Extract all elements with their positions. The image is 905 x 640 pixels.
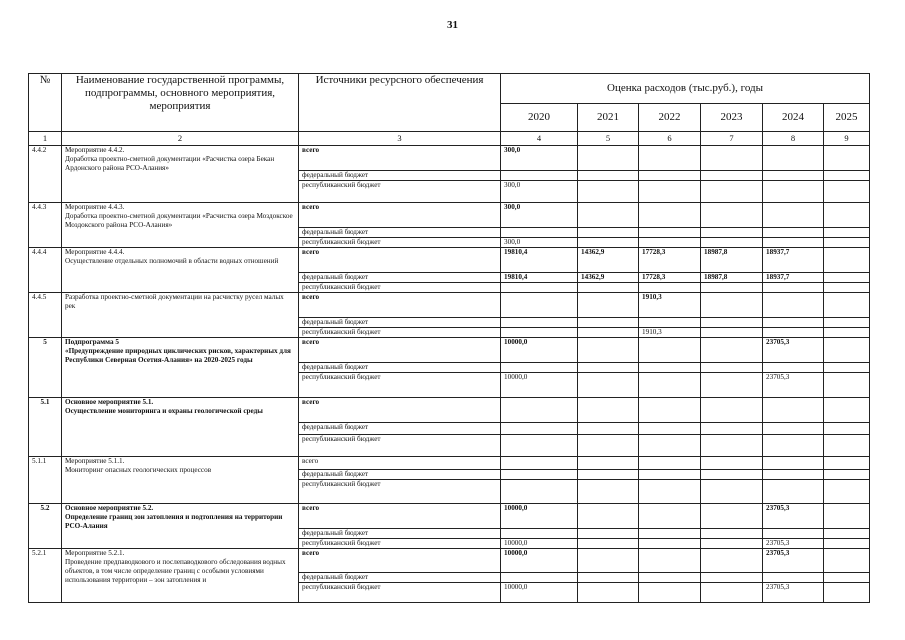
value-cell <box>824 328 870 338</box>
header-source: Источники ресурсного обеспечения <box>299 74 501 132</box>
table-row <box>29 504 870 529</box>
value-cell <box>701 573 763 583</box>
value-cell: 10000,0 <box>501 504 578 529</box>
value-cell <box>578 583 639 603</box>
row-code: 5.1.1 <box>29 457 62 504</box>
row-name: Мероприятие 4.4.3. Доработка проектно-сметной документации «Расчистка озера Моздокское Моздокского района РСО-Алания» <box>62 203 299 248</box>
column-index: 4 <box>501 132 578 146</box>
row-source: федеральный бюджет <box>299 228 501 238</box>
value-cell <box>501 228 578 238</box>
value-cell <box>639 228 701 238</box>
value-cell <box>824 504 870 529</box>
value-cell <box>701 373 763 398</box>
value-cell <box>763 423 824 435</box>
value-cell <box>824 283 870 293</box>
value-cell <box>763 228 824 238</box>
value-cell <box>501 573 578 583</box>
value-cell <box>763 573 824 583</box>
value-cell <box>701 238 763 248</box>
row-code: 4.4.5 <box>29 293 62 338</box>
value-cell: 1910,3 <box>639 293 701 318</box>
value-cell <box>824 373 870 398</box>
row-name: Основное мероприятие 5.1. Осуществление мониторинга и охраны геологической среды <box>62 398 299 457</box>
row-source: всего <box>299 203 501 228</box>
value-cell <box>578 363 639 373</box>
value-cell <box>639 318 701 328</box>
table-row <box>29 457 870 470</box>
table-row <box>29 398 870 423</box>
value-cell <box>824 583 870 603</box>
row-source: республиканский бюджет <box>299 328 501 338</box>
row-source: федеральный бюджет <box>299 273 501 283</box>
value-cell <box>701 398 763 423</box>
header-year: 2020 <box>501 104 578 132</box>
value-cell <box>578 283 639 293</box>
row-source: всего <box>299 549 501 573</box>
value-cell <box>701 228 763 238</box>
header-num: № <box>29 74 62 132</box>
value-cell <box>578 529 639 539</box>
value-cell <box>578 480 639 504</box>
value-cell <box>578 457 639 470</box>
value-cell <box>824 273 870 283</box>
value-cell: 17728,3 <box>639 273 701 283</box>
row-source: всего <box>299 457 501 470</box>
value-cell <box>701 181 763 203</box>
value-cell <box>639 504 701 529</box>
column-index: 8 <box>763 132 824 146</box>
value-cell <box>701 423 763 435</box>
value-cell <box>501 480 578 504</box>
value-cell <box>763 146 824 171</box>
header-year: 2023 <box>701 104 763 132</box>
table-row <box>29 293 870 318</box>
value-cell <box>578 318 639 328</box>
value-cell <box>578 549 639 573</box>
value-cell: 23705,3 <box>763 539 824 549</box>
value-cell <box>824 435 870 457</box>
row-code: 5.2.1 <box>29 549 62 603</box>
row-source: федеральный бюджет <box>299 470 501 480</box>
value-cell <box>501 457 578 470</box>
value-cell <box>639 238 701 248</box>
value-cell <box>501 318 578 328</box>
value-cell <box>578 146 639 171</box>
value-cell: 18987,8 <box>701 273 763 283</box>
row-source: республиканский бюджет <box>299 238 501 248</box>
value-cell <box>763 203 824 228</box>
value-cell <box>501 283 578 293</box>
value-cell <box>763 470 824 480</box>
value-cell: 10000,0 <box>501 583 578 603</box>
value-cell <box>701 539 763 549</box>
budget-table-body <box>29 146 870 603</box>
value-cell <box>763 328 824 338</box>
value-cell: 19810,4 <box>501 273 578 283</box>
value-cell: 18937,7 <box>763 273 824 283</box>
row-name: Мероприятие 4.4.2. Доработка проектно-сметной документации «Расчистка озера Бекан Ардонского района РСО-Алания» <box>62 146 299 203</box>
value-cell <box>824 293 870 318</box>
budget-table <box>28 73 870 603</box>
value-cell <box>701 318 763 328</box>
row-code: 5.2 <box>29 504 62 549</box>
row-name: Мероприятие 5.1.1. Мониторинг опасных геологических процессов <box>62 457 299 504</box>
value-cell: 17728,3 <box>639 248 701 273</box>
value-cell: 10000,0 <box>501 338 578 363</box>
row-source: федеральный бюджет <box>299 573 501 583</box>
value-cell <box>639 549 701 573</box>
value-cell <box>763 318 824 328</box>
value-cell <box>824 470 870 480</box>
row-source: федеральный бюджет <box>299 171 501 181</box>
value-cell: 14362,9 <box>578 273 639 283</box>
value-cell <box>824 398 870 423</box>
value-cell <box>639 423 701 435</box>
row-name: Разработка проектно-сметной документации на расчистку русел малых рек <box>62 293 299 338</box>
value-cell <box>639 181 701 203</box>
value-cell <box>639 435 701 457</box>
value-cell <box>824 238 870 248</box>
value-cell <box>578 238 639 248</box>
value-cell <box>824 228 870 238</box>
value-cell <box>578 423 639 435</box>
value-cell <box>763 238 824 248</box>
value-cell <box>763 398 824 423</box>
value-cell: 14362,9 <box>578 248 639 273</box>
value-cell <box>701 363 763 373</box>
value-cell <box>501 171 578 181</box>
value-cell <box>501 529 578 539</box>
value-cell <box>824 529 870 539</box>
value-cell <box>824 181 870 203</box>
row-source: всего <box>299 248 501 273</box>
value-cell <box>578 228 639 238</box>
value-cell <box>701 529 763 539</box>
value-cell <box>824 573 870 583</box>
value-cell <box>501 470 578 480</box>
row-source: федеральный бюджет <box>299 529 501 539</box>
value-cell <box>639 529 701 539</box>
header-year: 2024 <box>763 104 824 132</box>
value-cell <box>763 181 824 203</box>
row-code: 5 <box>29 338 62 398</box>
value-cell <box>763 480 824 504</box>
value-cell <box>701 293 763 318</box>
value-cell <box>578 398 639 423</box>
value-cell <box>763 293 824 318</box>
value-cell <box>578 328 639 338</box>
column-index: 5 <box>578 132 639 146</box>
value-cell: 18937,7 <box>763 248 824 273</box>
value-cell <box>824 457 870 470</box>
value-cell <box>763 283 824 293</box>
table-row <box>29 338 870 363</box>
row-source: республиканский бюджет <box>299 480 501 504</box>
header-estimate: Оценка расходов (тыс.руб.), годы <box>501 74 870 104</box>
value-cell: 300,0 <box>501 181 578 203</box>
value-cell: 23705,3 <box>763 549 824 573</box>
value-cell <box>701 435 763 457</box>
row-code: 4.4.3 <box>29 203 62 248</box>
value-cell <box>578 181 639 203</box>
column-index: 6 <box>639 132 701 146</box>
row-code: 4.4.2 <box>29 146 62 203</box>
row-source: республиканский бюджет <box>299 435 501 457</box>
value-cell <box>639 171 701 181</box>
header-name: Наименование государственной программы, подпрограммы, основного мероприятия, мероприятия <box>62 74 299 132</box>
row-source: республиканский бюджет <box>299 181 501 203</box>
value-cell: 23705,3 <box>763 504 824 529</box>
value-cell <box>824 203 870 228</box>
value-cell <box>763 435 824 457</box>
value-cell <box>763 171 824 181</box>
value-cell <box>824 318 870 328</box>
value-cell <box>639 480 701 504</box>
value-cell <box>501 363 578 373</box>
value-cell <box>701 470 763 480</box>
value-cell <box>701 338 763 363</box>
row-name: Мероприятие 5.2.1. Проведение предпаводкового и послепаводкового обследования водных объектов, в том числе определение границ с особыми условиями использования территории – зон затопления и <box>62 549 299 603</box>
value-cell: 10000,0 <box>501 539 578 549</box>
value-cell <box>763 529 824 539</box>
value-cell <box>824 363 870 373</box>
table-row <box>29 549 870 573</box>
value-cell <box>824 480 870 504</box>
value-cell <box>578 203 639 228</box>
value-cell <box>824 171 870 181</box>
value-cell <box>824 539 870 549</box>
value-cell <box>701 549 763 573</box>
value-cell <box>701 146 763 171</box>
value-cell <box>639 398 701 423</box>
value-cell <box>824 146 870 171</box>
value-cell <box>578 171 639 181</box>
header-year: 2025 <box>824 104 870 132</box>
row-code: 5.1 <box>29 398 62 457</box>
value-cell: 10000,0 <box>501 373 578 398</box>
value-cell <box>578 539 639 549</box>
row-source: республиканский бюджет <box>299 583 501 603</box>
value-cell <box>639 146 701 171</box>
value-cell: 18987,8 <box>701 248 763 273</box>
value-cell <box>501 423 578 435</box>
value-cell <box>639 457 701 470</box>
header-year: 2022 <box>639 104 701 132</box>
value-cell: 1910,3 <box>639 328 701 338</box>
row-source: республиканский бюджет <box>299 373 501 398</box>
column-index: 7 <box>701 132 763 146</box>
value-cell <box>701 283 763 293</box>
value-cell <box>639 539 701 549</box>
value-cell: 19810,4 <box>501 248 578 273</box>
value-cell <box>824 423 870 435</box>
row-source: всего <box>299 398 501 423</box>
row-source: федеральный бюджет <box>299 363 501 373</box>
value-cell <box>701 171 763 181</box>
value-cell: 300,0 <box>501 203 578 228</box>
row-source: республиканский бюджет <box>299 539 501 549</box>
value-cell <box>501 435 578 457</box>
value-cell <box>639 338 701 363</box>
table-row <box>29 248 870 273</box>
value-cell <box>701 504 763 529</box>
row-code: 4.4.4 <box>29 248 62 293</box>
value-cell <box>701 583 763 603</box>
value-cell <box>578 435 639 457</box>
value-cell <box>639 203 701 228</box>
table-row <box>29 146 870 171</box>
value-cell <box>639 583 701 603</box>
row-source: федеральный бюджет <box>299 318 501 328</box>
row-source: республиканский бюджет <box>299 283 501 293</box>
row-source: всего <box>299 338 501 363</box>
value-cell <box>501 293 578 318</box>
row-source: всего <box>299 146 501 171</box>
value-cell <box>701 457 763 470</box>
column-index: 1 <box>29 132 62 146</box>
row-name: Мероприятие 4.4.4. Осуществление отдельных полномочий в области водных отношений <box>62 248 299 293</box>
value-cell <box>701 328 763 338</box>
value-cell <box>578 373 639 398</box>
row-name: Подпрограмма 5 «Предупреждение природных циклических рисков, характерных для Республики Северная Осетия-Алания» на 2020-2025 годы <box>62 338 299 398</box>
value-cell <box>639 363 701 373</box>
value-cell: 23705,3 <box>763 583 824 603</box>
value-cell: 300,0 <box>501 146 578 171</box>
row-source: всего <box>299 293 501 318</box>
value-cell <box>824 248 870 273</box>
value-cell <box>578 338 639 363</box>
value-cell <box>639 283 701 293</box>
value-cell <box>578 470 639 480</box>
value-cell <box>578 293 639 318</box>
value-cell <box>639 470 701 480</box>
value-cell <box>501 398 578 423</box>
value-cell <box>639 373 701 398</box>
column-index: 3 <box>299 132 501 146</box>
row-source: всего <box>299 504 501 529</box>
page-number: 31 <box>447 19 458 31</box>
value-cell <box>578 504 639 529</box>
value-cell <box>763 363 824 373</box>
value-cell <box>824 549 870 573</box>
value-cell <box>701 480 763 504</box>
value-cell <box>501 328 578 338</box>
column-index: 2 <box>62 132 299 146</box>
value-cell <box>701 203 763 228</box>
value-cell <box>578 573 639 583</box>
header-year: 2021 <box>578 104 639 132</box>
row-source: федеральный бюджет <box>299 423 501 435</box>
value-cell <box>639 573 701 583</box>
value-cell <box>824 338 870 363</box>
row-name: Основное мероприятие 5.2. Определение границ зон затопления и подтопления на территории РСО-Алания <box>62 504 299 549</box>
value-cell: 23705,3 <box>763 338 824 363</box>
value-cell: 23705,3 <box>763 373 824 398</box>
table-row <box>29 203 870 228</box>
value-cell <box>763 457 824 470</box>
value-cell: 300,0 <box>501 238 578 248</box>
value-cell: 10000,0 <box>501 549 578 573</box>
column-index: 9 <box>824 132 870 146</box>
